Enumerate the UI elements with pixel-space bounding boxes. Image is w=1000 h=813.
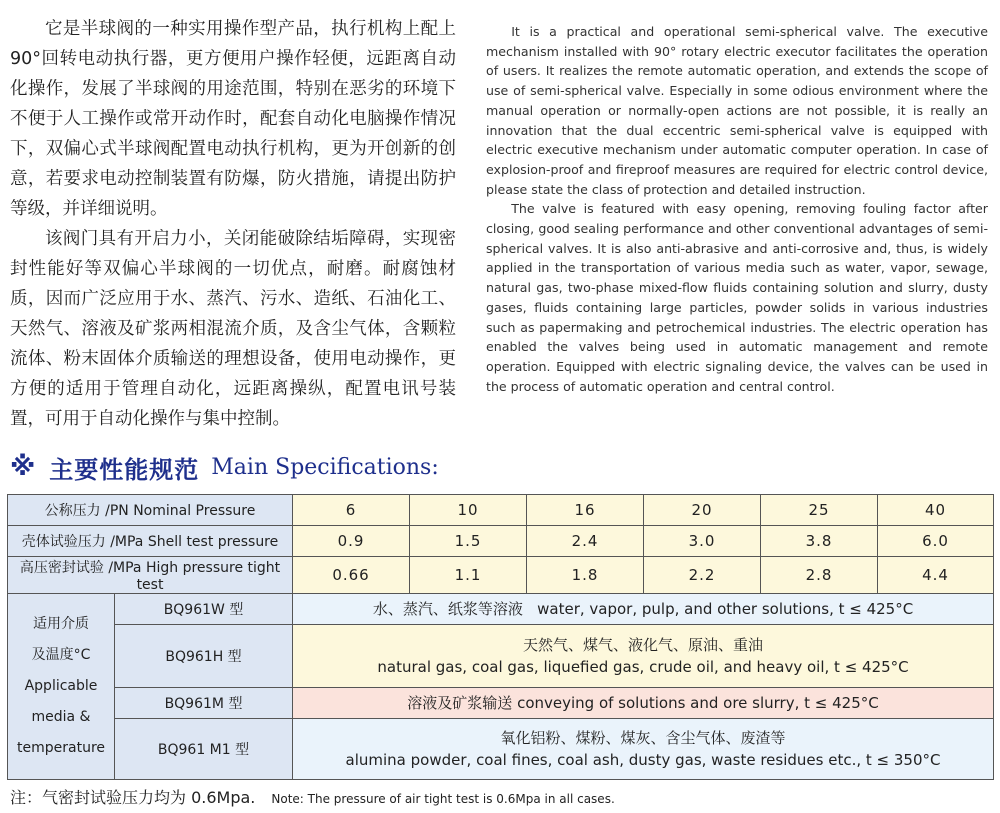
footnote-cn: 注：气密封试验压力均为 0.6Mpa. <box>10 788 256 807</box>
model-media-cn: 天然气、煤气、液化气、原油、重油 <box>523 636 764 654</box>
media-group-line: temperature <box>17 740 105 756</box>
table-cell: 25 <box>761 495 878 526</box>
model-media-en: conveying of solutions and ore slurry, t ≤ 425°C <box>517 694 879 712</box>
model-label-bq961h: BQ961H 型 <box>115 625 293 688</box>
table-cell: 10 <box>410 495 527 526</box>
footnote-en: Note: The pressure of air tight test is 0.6Mpa in all cases. <box>271 792 615 806</box>
row-label-shell-test-pressure: 壳体试验压力 /MPa Shell test pressure <box>8 526 293 557</box>
table-cell: 1.5 <box>410 526 527 557</box>
model-media-bq961m <box>293 688 994 719</box>
model-label-bq961m1: BQ961 M1 型 <box>115 719 293 780</box>
media-group-line: media & <box>31 709 91 725</box>
table-cell: 0.9 <box>293 526 410 557</box>
media-group-line: 适用介质 <box>33 616 89 632</box>
table-cell: 2.4 <box>527 526 644 557</box>
table-cell: 3.8 <box>761 526 878 557</box>
section-heading-en: Main Specifications: <box>211 454 439 480</box>
model-media-cn: 氧化铝粉、煤粉、煤灰、含尘气体、废渣等 <box>500 729 786 747</box>
intro-cn-paragraph-1: 它是半球阀的一种实用操作型产品，执行机构上配上90°回转电动执行器，更方便用户操作轻便，远距离自动化操作，发展了半球阀的用途范围，特别在恶劣的环境下不便于人工操作或常开动作时，配套自动化电脑操作情况下，双偏心式半球阀配置电动执行机构，更为开创新的创意，若要求电动控制装置有防爆，防火措施，请提出防护等级，并详细说明。 <box>10 19 456 219</box>
intro-chinese <box>10 14 456 434</box>
table-cell: 2.8 <box>761 557 878 594</box>
reference-mark-icon: ※ <box>10 452 36 482</box>
intro-en-paragraph-1: It is a practical and operational semi-spherical valve. The executive mechanism installed with 90° rotary electric executor facilitates the operation of users. It realizes the remote automatic operation, and extends the scope of use of semi-spherical valve. Especially in some odious environment where the manual operation or normally-open actions are not possible, it is really an innovation that the dual eccentric semi-spherical valve is equipped with electric executive mechanism under automatic computer operation. In case of explosion-proof and fireproof measures are required for electric control device, please state the class of protection and detailed instruction. <box>486 24 988 197</box>
table-cell: 2.2 <box>644 557 761 594</box>
table-cell: 4.4 <box>878 557 994 594</box>
table-cell: 1.1 <box>410 557 527 594</box>
section-heading <box>10 450 439 484</box>
media-group-label <box>8 594 115 780</box>
table-row-model-bq961m1 <box>8 719 994 780</box>
model-media-cn: 水、蒸汽、纸浆等溶液 <box>372 600 523 618</box>
table-cell: 40 <box>878 495 994 526</box>
table-cell: 0.66 <box>293 557 410 594</box>
model-media-en: water, vapor, pulp, and other solutions, t ≤ 425°C <box>537 600 914 618</box>
model-label-bq961w: BQ961W 型 <box>115 594 293 625</box>
model-media-en: alumina powder, coal fines, coal ash, dusty gas, waste residues etc., t ≤ 350°C <box>345 751 941 769</box>
model-media-bq961m1 <box>293 719 994 780</box>
row-label-nominal-pressure: 公称压力 /PN Nominal Pressure <box>8 495 293 526</box>
table-cell: 20 <box>644 495 761 526</box>
media-group-line: 及温度°C <box>31 647 91 663</box>
table-cell: 16 <box>527 495 644 526</box>
table-row-high-pressure-tight-test <box>8 557 994 594</box>
spec-table <box>7 494 994 780</box>
model-media-bq961w <box>293 594 994 625</box>
row-label-high-pressure-tight-test: 高压密封试验 /MPa High pressure tight test <box>8 557 293 594</box>
table-cell: 3.0 <box>644 526 761 557</box>
table-cell: 1.8 <box>527 557 644 594</box>
media-group-line: Applicable <box>24 678 98 694</box>
intro-cn-paragraph-2: 该阀门具有开启力小，关闭能破除结垢障碍，实现密封性能好等双偏心半球阀的一切优点，耐磨。耐腐蚀材质，因而广泛应用于水、蒸汽、污水、造纸、石油化工、天然气、溶液及矿浆两相混流介质，及含尘气体，含颗粒流体、粉末固体介质输送的理想设备，使用电动操作，更方便的适用于管理自动化，远距离操纵，配置电讯号装置，可用于自动化操作与集中控制。 <box>10 229 456 429</box>
footnote <box>10 785 615 808</box>
table-row-nominal-pressure <box>8 495 994 526</box>
model-media-cn: 溶液及矿浆输送 <box>407 694 513 712</box>
model-label-bq961m: BQ961M 型 <box>115 688 293 719</box>
intro-en-paragraph-2: The valve is featured with easy opening, removing fouling factor after closing, good sealing performance and other conventional advantages of semi-spherical valves. It is also anti-abrasive and anti-corrosive and, thus, is widely applied in the transportation of various media such as water, vapor, sewage, natural gas, two-phase mixed-flow fluids containing solution and slurry, dusty gases, fluids containing large particles, powder solids in various industries such as papermaking and petrochemical industries. The electric operation has enabled the valves being used in automatic management and remote operation. Equipped with electric signaling device, the valves can be used in the process of automatic operation and central control. <box>486 201 988 394</box>
model-media-en: natural gas, coal gas, liquefied gas, crude oil, and heavy oil, t ≤ 425°C <box>377 658 909 676</box>
table-row-model-bq961h <box>8 625 994 688</box>
table-row-shell-test-pressure <box>8 526 994 557</box>
intro-english <box>486 22 988 396</box>
table-cell: 6 <box>293 495 410 526</box>
table-row-model-bq961w <box>8 594 994 625</box>
table-row-model-bq961m <box>8 688 994 719</box>
section-heading-cn: 主要性能规范 <box>49 455 200 484</box>
table-cell: 6.0 <box>878 526 994 557</box>
model-media-bq961h <box>293 625 994 688</box>
